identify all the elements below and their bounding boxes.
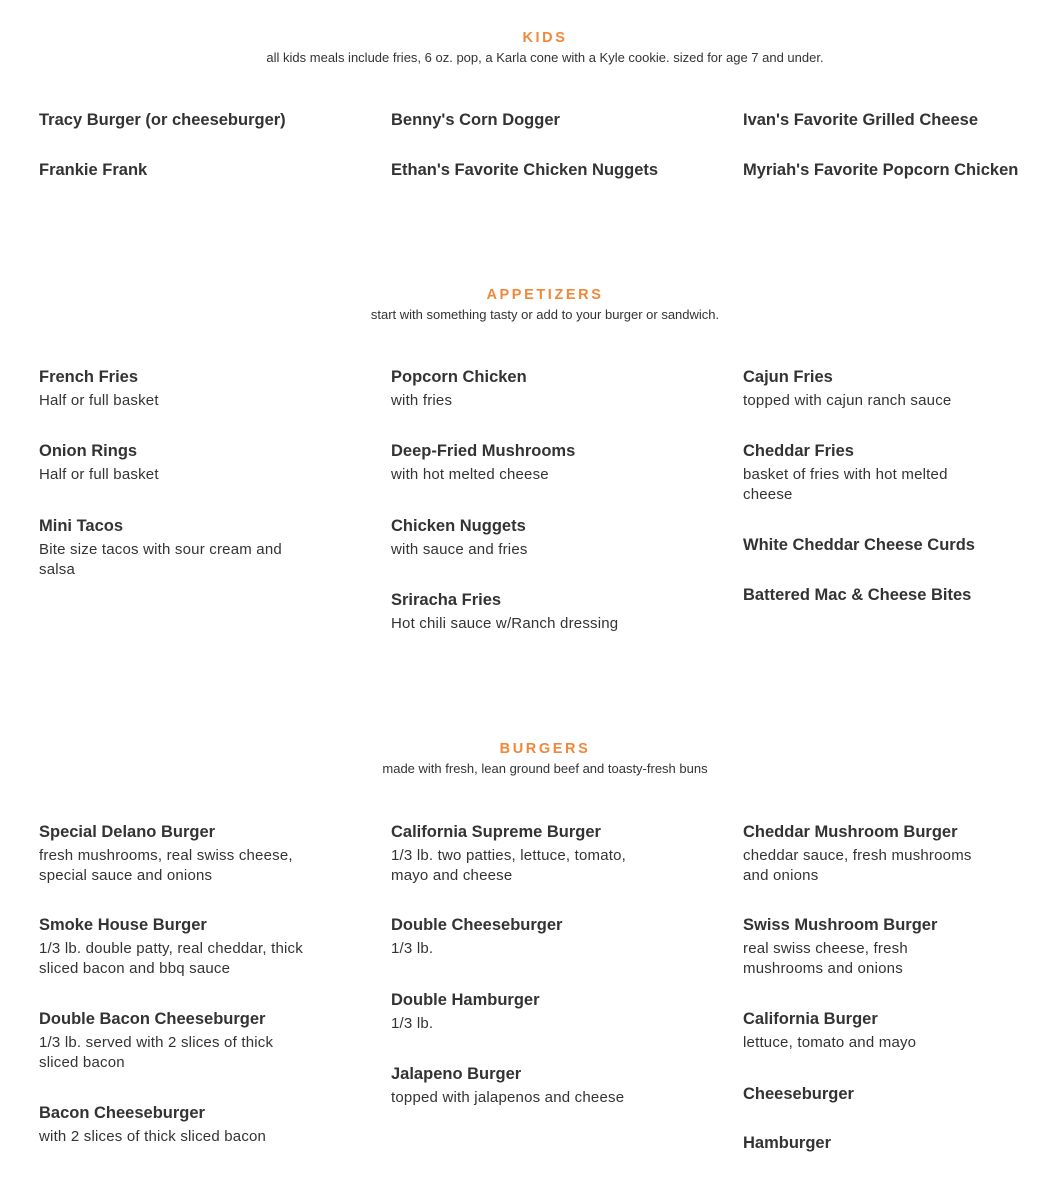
menu-item [391, 367, 676, 441]
burgers-column-3 [743, 822, 1003, 1153]
appetizers-column-2 [391, 367, 676, 634]
item-description: lettuce, tomato and mayo [743, 1034, 917, 1051]
item-name: Double Cheeseburger [391, 916, 563, 934]
item-name: French Fries [39, 368, 139, 386]
menu-item [743, 915, 1003, 1009]
item-description: Half or full basket [39, 466, 159, 483]
appetizers-section-header [0, 286, 1050, 323]
item-name: Smoke House Burger [39, 916, 207, 934]
menu-item [743, 535, 1003, 585]
kids-column-3 [743, 110, 1043, 180]
item-name: White Cheddar Cheese Curds [743, 536, 975, 554]
menu-item [391, 516, 676, 590]
item-name: Tracy Burger (or cheeseburger) [39, 111, 286, 129]
item-description: with sauce and fries [391, 541, 528, 558]
item-name: Double Bacon Cheeseburger [39, 1010, 266, 1028]
item-description: basket of fries with hot melted cheese [743, 466, 948, 503]
item-name: Jalapeno Burger [391, 1065, 522, 1083]
kids-subtitle: all kids meals include fries, 6 oz. pop, a Karla cone with a Kyle cookie. sized for age 7 and under. [266, 50, 824, 65]
kids-title: KIDS [522, 30, 568, 46]
item-description: 1/3 lb. double patty, real cheddar, thick sliced bacon and bbq sauce [39, 940, 303, 977]
item-name: Swiss Mushroom Burger [743, 916, 938, 934]
item-description: 1/3 lb. [391, 940, 434, 957]
item-name: Cheddar Fries [743, 442, 854, 460]
item-name: California Supreme Burger [391, 823, 601, 841]
item-name: California Burger [743, 1010, 878, 1028]
item-description: Hot chili sauce w/Ranch dressing [391, 615, 619, 632]
item-description: 1/3 lb. two patties, lettuce, tomato, mayo and cheese [391, 847, 627, 884]
menu-item [391, 590, 676, 634]
menu-item [743, 822, 1003, 915]
item-name: Mini Tacos [39, 517, 124, 535]
menu-item [39, 110, 324, 160]
menu-item [39, 1009, 324, 1103]
item-description: real swiss cheese, fresh mushrooms and onions [743, 940, 908, 977]
menu-item [391, 915, 676, 990]
item-name: Benny's Corn Dogger [391, 111, 560, 129]
burgers-section-header [0, 740, 1050, 777]
item-name: Frankie Frank [39, 161, 148, 179]
item-name: Sriracha Fries [391, 591, 502, 609]
item-name: Special Delano Burger [39, 823, 216, 841]
item-name: Chicken Nuggets [391, 517, 526, 535]
item-description: topped with jalapenos and cheese [391, 1089, 625, 1106]
kids-section-header [0, 29, 1050, 66]
item-description: fresh mushrooms, real swiss cheese, special sauce and onions [39, 847, 293, 884]
menu-item [39, 915, 324, 1009]
menu-item [391, 160, 676, 180]
menu-item [391, 822, 676, 915]
menu-item [743, 441, 1003, 535]
item-description: with hot melted cheese [391, 466, 549, 483]
appetizers-title: APPETIZERS [486, 287, 604, 303]
burgers-column-2 [391, 822, 676, 1108]
item-name: Onion Rings [39, 442, 138, 460]
menu-item [39, 367, 324, 441]
item-description: Half or full basket [39, 392, 159, 409]
menu-item [391, 441, 676, 516]
menu-item [743, 367, 1003, 441]
item-description: 1/3 lb. [391, 1015, 434, 1032]
menu-item [391, 990, 676, 1064]
item-description: topped with cajun ranch sauce [743, 392, 952, 409]
item-description: Bite size tacos with sour cream and salsa [39, 541, 282, 578]
item-name: Cajun Fries [743, 368, 833, 386]
item-name: Double Hamburger [391, 991, 540, 1009]
item-name: Bacon Cheeseburger [39, 1104, 205, 1122]
menu-item [743, 160, 1043, 180]
item-name: Popcorn Chicken [391, 368, 527, 386]
appetizers-column-3 [743, 367, 1003, 605]
burgers-column-1 [39, 822, 324, 1147]
menu-item [743, 110, 1043, 160]
menu-item [39, 441, 324, 516]
menu-item [391, 110, 676, 160]
menu-item [39, 516, 324, 580]
menu-item [743, 585, 1003, 605]
burgers-subtitle: made with fresh, lean ground beef and toasty-fresh buns [382, 761, 708, 776]
item-name: Cheeseburger [743, 1085, 854, 1103]
menu-item [391, 1064, 676, 1108]
item-name: Battered Mac & Cheese Bites [743, 586, 972, 604]
item-description: with 2 slices of thick sliced bacon [39, 1128, 267, 1145]
item-name: Myriah's Favorite Popcorn Chicken [743, 161, 1019, 179]
item-name: Hamburger [743, 1134, 832, 1152]
appetizers-subtitle: start with something tasty or add to your burger or sandwich. [370, 307, 720, 322]
menu-item [39, 822, 324, 915]
kids-column-1 [39, 110, 324, 180]
item-description: with fries [391, 392, 453, 409]
item-description: 1/3 lb. served with 2 slices of thick sliced bacon [39, 1034, 274, 1071]
menu-item [743, 1009, 1003, 1084]
item-name: Deep-Fried Mushrooms [391, 442, 576, 460]
appetizers-column-1 [39, 367, 324, 580]
item-name: Ethan's Favorite Chicken Nuggets [391, 161, 659, 179]
item-description: cheddar sauce, fresh mushrooms and onions [743, 847, 972, 884]
menu-item [743, 1133, 1003, 1153]
item-name: Cheddar Mushroom Burger [743, 823, 958, 841]
burgers-title: BURGERS [499, 741, 591, 757]
menu-item [39, 160, 324, 180]
kids-column-2 [391, 110, 676, 180]
item-name: Ivan's Favorite Grilled Cheese [743, 111, 979, 129]
menu-item [39, 1103, 324, 1147]
menu-item [743, 1084, 1003, 1133]
